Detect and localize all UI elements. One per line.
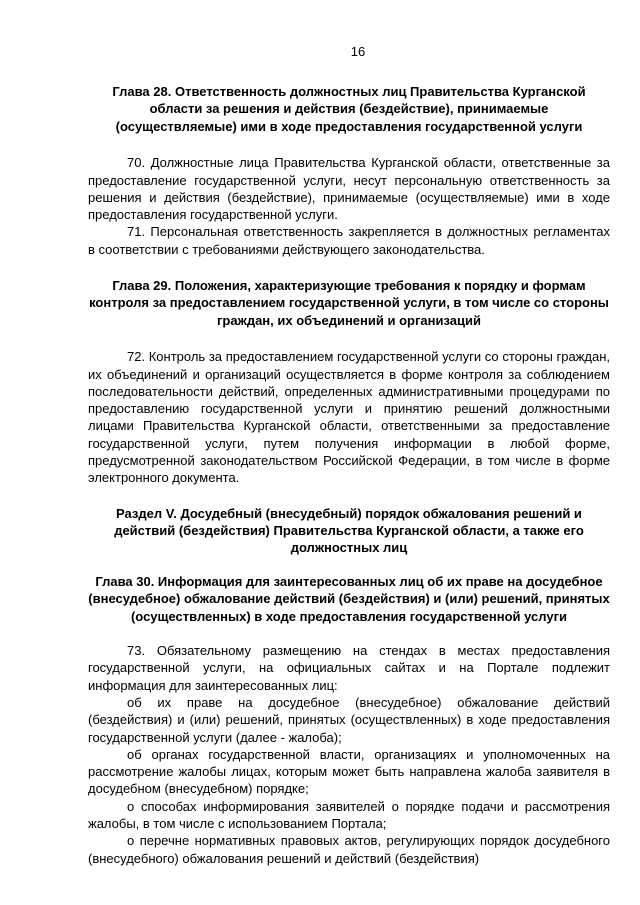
list-item: об их праве на досудебное (внесудебное) обжалование действий (бездействия) и (или) решений, принятых (осуществленных) в ходе предоставления государственной услуги (далее - жалоба); [88,694,610,745]
list-item: об органах государственной власти, организациях и уполномоченных на рассмотрение жалобы лицах, которым может быть направлена жалоба заявителя в досудебном (внесудебном) порядке; [88,746,610,797]
list-item: о перечне нормативных правовых актов, регулирующих порядок досудебного (внесудебного) обжалования решений и действий (бездействия) [88,833,610,866]
chapter-30-title: Глава 30. Информация для заинтересованных лиц об их праве на досудебное (внесудебное) обжалование действий (бездействия) и (или) решений, принятых (осуществленных) в ходе предоставления государственной услуги [88,573,610,624]
paragraph-70: 70. Должностные лица Правительства Курганской области, ответственные за предоставление государственной услуги, несут персональную ответственность за решения и действия (бездействие), принимаемые (осуществляемые) ими в ходе предоставления государственной услуги. [88,155,610,223]
page-number: 16 [350,44,366,59]
chapter-28-title: Глава 28. Ответственность должностных лиц Правительства Курганской области за решения и действия (бездействие), принимаемые (осуществляемые) ими в ходе предоставления государственной услуги [112,84,586,134]
chapter-29-title: Глава 29. Положения, характеризующие требования к порядку и формам контроля за предоставлением государственной услуги, в том числе со стороны граждан, их объединений и организаций [89,278,609,328]
section-5-title: Раздел V. Досудебный (внесудебный) порядок обжалования решений и действий (бездействия) Правительства Курганской области, а также его должностных лиц [114,505,584,556]
list-item: о способах информирования заявителей о порядке подачи и рассмотрения жалобы, в том числе с использованием Портала; [88,798,610,831]
paragraph-72: 72. Контроль за предоставлением государственной услуги со стороны граждан, их объединений и организаций осуществляется в форме контроля за соблюдением последовательности действий, определенных административными процедурами по предоставлению государственной услуги и принятию решений должностными лицами Правительства Курганской области, ответственными за предоставление государственной услуги, путем получения информации в любой форме, предусмотренной законодательством Российской Федерации, в том числе в форме электронного документа. [88,349,610,486]
paragraph-71: 71. Персональная ответственность закрепляется в должностных регламентах в соответствии с требованиями действующего законодательства. [88,224,610,257]
paragraph-73-intro: 73. Обязательному размещению на стендах в местах предоставления государственной услуги, на официальных сайтах и на Портале подлежит информация для заинтересованных лиц: [88,643,610,693]
